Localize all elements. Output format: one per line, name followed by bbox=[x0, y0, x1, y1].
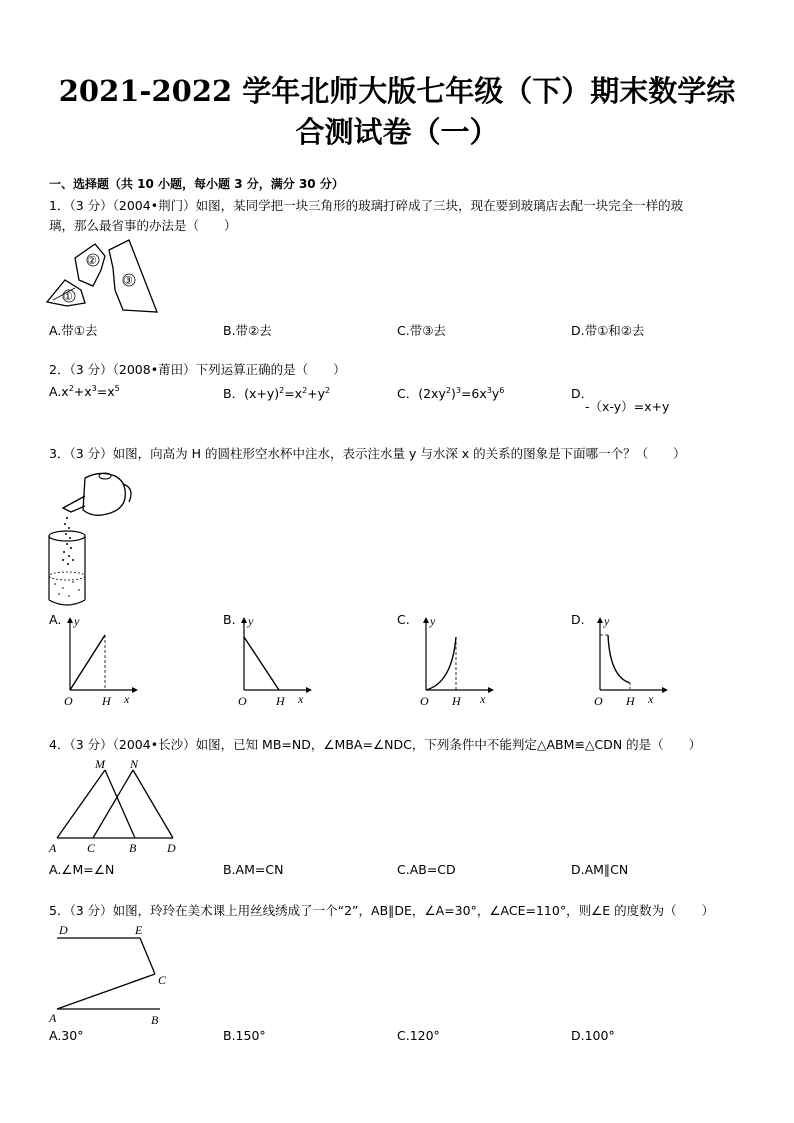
title-line-1: 2021-2022 学年北师大版七年级（下）期末数学综 bbox=[58, 74, 736, 108]
q2-option-d-expression: -（x-y）=x+y bbox=[585, 399, 670, 414]
question-2: 2．（3 分）（2008•莆田）下列运算正确的是（ ） bbox=[49, 362, 346, 377]
q3-option-c-label[interactable]: C. bbox=[397, 612, 410, 627]
point-a: A bbox=[49, 841, 57, 855]
svg-text:H: H bbox=[626, 694, 635, 708]
point-a: A bbox=[49, 1011, 57, 1025]
q1-option-d[interactable]: D.带①和②去 bbox=[571, 323, 645, 338]
q3-option-a-label[interactable]: A. bbox=[49, 612, 62, 627]
svg-text:y: y bbox=[74, 614, 80, 628]
q3-graph-a[interactable] bbox=[62, 615, 142, 710]
q5-option-a[interactable]: A.30° bbox=[49, 1028, 84, 1043]
question-4: 4．（3 分）（2004•长沙）如图，已知 MB=ND，∠MBA=∠NDC，下列条件中不能判定△ABM≌△CDN 的是（ ） bbox=[49, 737, 702, 752]
point-d: D bbox=[167, 841, 176, 855]
teapot-cup-figure bbox=[45, 468, 135, 610]
q1-option-a[interactable]: A.带①去 bbox=[49, 323, 98, 338]
q3-graph-c[interactable] bbox=[418, 615, 498, 710]
question-1-line-2: 璃，那么最省事的办法是（ ） bbox=[49, 218, 237, 233]
triangles-figure bbox=[45, 758, 185, 858]
title-line-2: 合测试卷（一） bbox=[295, 115, 499, 149]
q4-option-c[interactable]: C.AB=CD bbox=[397, 862, 456, 877]
point-m: M bbox=[95, 757, 105, 771]
q3-graph-d[interactable] bbox=[592, 615, 672, 710]
q1-option-c[interactable]: C.带③去 bbox=[397, 323, 446, 338]
q3-graph-b[interactable] bbox=[236, 615, 316, 710]
question-5: 5．（3 分）如图，玲玲在美术课上用丝线绣成了一个“2”，AB∥DE，∠A=30°，∠ACE=110°，则∠E 的度数为（ ） bbox=[49, 903, 715, 918]
svg-text:O: O bbox=[594, 694, 603, 708]
question-1-line-1: 1．（3 分）（2004•荆门）如图，某同学把一块三角形的玻璃打碎成了三块，现在要到玻璃店去配一块完全一样的玻 bbox=[49, 198, 684, 213]
figure-two-shape bbox=[45, 922, 175, 1027]
section-heading: 一、选择题（共 10 小题，每小题 3 分，满分 30 分） bbox=[49, 177, 344, 191]
piece-label-1: ① bbox=[63, 290, 73, 303]
q5-option-b[interactable]: B.150° bbox=[223, 1028, 266, 1043]
svg-text:H: H bbox=[452, 694, 461, 708]
svg-text:O: O bbox=[64, 694, 73, 708]
svg-text:x: x bbox=[124, 692, 130, 706]
svg-text:x: x bbox=[480, 692, 486, 706]
question-3: 3．（3 分）如图，向高为 H 的圆柱形空水杯中注水，表示注水量 y 与水深 x 的关系的图象是下面哪一个？（ ） bbox=[49, 446, 686, 461]
svg-text:y: y bbox=[248, 614, 254, 628]
q3-option-b-label[interactable]: B. bbox=[223, 612, 236, 627]
q5-option-c[interactable]: C.120° bbox=[397, 1028, 440, 1043]
q5-option-d[interactable]: D.100° bbox=[571, 1028, 615, 1043]
svg-text:y: y bbox=[604, 614, 610, 628]
svg-text:y: y bbox=[430, 614, 436, 628]
point-c: C bbox=[87, 841, 96, 855]
svg-text:x: x bbox=[648, 692, 654, 706]
point-b: B bbox=[129, 841, 137, 855]
q4-option-b[interactable]: B.AM=CN bbox=[223, 862, 284, 877]
q3-option-d-label[interactable]: D. bbox=[571, 612, 585, 627]
piece-label-3: ③ bbox=[123, 274, 133, 287]
svg-text:H: H bbox=[102, 694, 111, 708]
point-d: D bbox=[59, 923, 68, 937]
q2-option-c[interactable]: C．$(2xy^2)^3=6x^3y^6$ bbox=[397, 385, 505, 401]
svg-text:H: H bbox=[276, 694, 285, 708]
q2-option-a[interactable]: $A.x^2+x^3=x^5$ bbox=[49, 384, 120, 400]
q4-option-a[interactable]: A.∠M=∠N bbox=[49, 862, 115, 877]
point-n: N bbox=[130, 757, 139, 771]
q2-option-d[interactable]: D． bbox=[571, 386, 594, 401]
svg-text:O: O bbox=[238, 694, 247, 708]
q2-option-b[interactable]: B．$(x+y)^2=x^2+y^2$ bbox=[223, 385, 331, 401]
piece-label-2: ② bbox=[87, 254, 97, 267]
q1-option-b[interactable]: B.带②去 bbox=[223, 323, 272, 338]
svg-text:x: x bbox=[298, 692, 304, 706]
q4-option-d[interactable]: D.AM∥CN bbox=[571, 862, 629, 877]
point-e: E bbox=[135, 923, 143, 937]
point-c: C bbox=[158, 973, 167, 987]
point-b: B bbox=[151, 1013, 159, 1027]
svg-text:O: O bbox=[420, 694, 429, 708]
glass-pieces-figure bbox=[45, 240, 165, 315]
